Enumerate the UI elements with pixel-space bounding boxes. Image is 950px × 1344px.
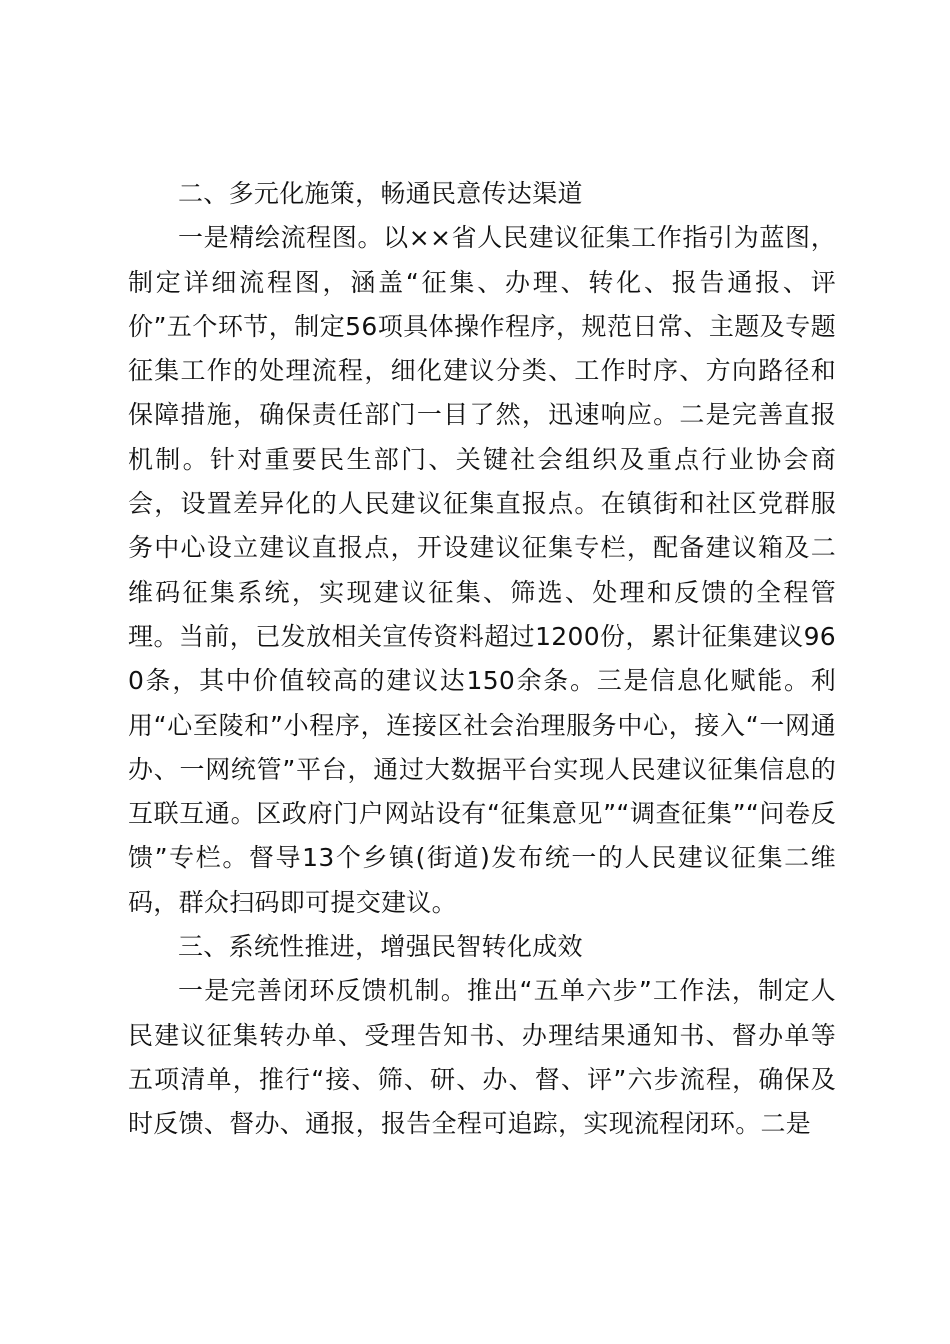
section-paragraph-3: 一是完善闭环反馈机制。推出“五单六步”工作法，制定人民建议征集转办单、受理告知书、办理结果通知书、督办单等五项清单，推行“接、筛、研、办、督、评”六步流程，确保及时反馈、督办、通报，报告全程可追踪，实现流程闭环。二是 bbox=[128, 976, 836, 1139]
section-heading-3: 三、系统性推进，增强民智转化成效 bbox=[178, 932, 583, 962]
section-paragraph-2: 一是精绘流程图。以××省人民建议征集工作指引为蓝图，制定详细流程图，涵盖“征集、办理、转化、报告通报、评价”五个环节，制定56项具体操作程序，规范日常、主题及专题征集工作的处理流程，细化建议分类、工作时序、方向路径和保障措施，确保责任部门一目了然，迅速响应。二是完善直报机制。针对重要民生部门、关键社会组织及重点行业协会商会，设置差异化的人民建议征集直报点。在镇街和社区党群服务中心设立建议直报点，开设建议征集专栏，配备建议箱及二维码征集系统，实现建议征集、筛选、处理和反馈的全程管理。当前，已发放相关宣传资料超过1200份，累计征集建议960条，其中价值较高的建议达150余条。三是信息化赋能。利用“心至陵和”小程序，连接区社会治理服务中心，接入“一网通办、一网统管”平台，通过大数据平台实现人民建议征集信息的互联互通。区政府门户网站设有“征集意见”“调查征集”“问卷反馈”专栏。督导13个乡镇(街道)发布统一的人民建议征集二维码，群众扫码即可提交建议。 bbox=[128, 223, 836, 917]
document-body bbox=[128, 172, 836, 1147]
section-heading-2: 二、多元化施策，畅通民意传达渠道 bbox=[178, 179, 583, 208]
